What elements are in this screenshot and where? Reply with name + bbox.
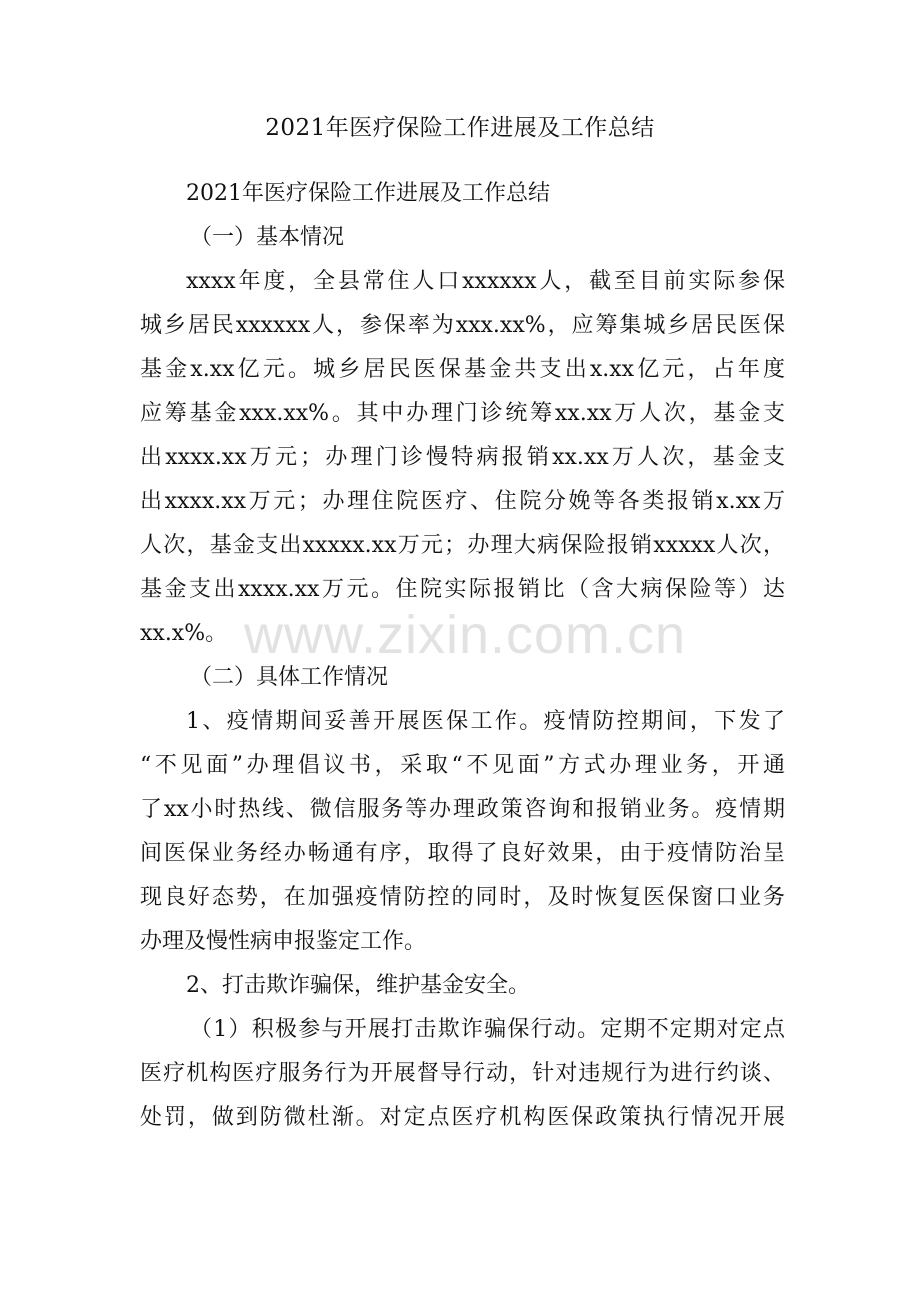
paragraph-line: 出xxxx.xx万元；办理门诊慢特病报销xx.xx万人次，基金支: [140, 445, 785, 470]
paragraph-line: 出xxxx.xx万元；办理住院医疗、住院分娩等各类报销x.xx万: [140, 489, 785, 514]
document-body: [140, 172, 785, 1140]
section-heading-specific: （二）具体工作情况: [190, 665, 389, 690]
paragraph-line: 城乡居民xxxxxx人，参保率为xxx.xx%，应筹集城乡居民医保: [140, 313, 785, 338]
paragraph-line: 2、打击欺诈骗保，维护基金安全。: [186, 973, 530, 998]
paragraph-line: 办理及慢性病申报鉴定工作。: [140, 929, 427, 954]
paragraph-line: 基金x.xx亿元。城乡居民医保基金共支出x.xx亿元，占年度: [140, 357, 785, 382]
paragraph-line: “不见面”办理倡议书，采取“不见面”方式办理业务，开通: [140, 753, 785, 778]
paragraph-line: 了xx小时热线、微信服务等办理政策咨询和报销业务。疫情期: [140, 797, 785, 822]
section-heading-basic: （一）基本情况: [190, 225, 345, 250]
paragraph-line: 人次，基金支出xxxxx.xx万元；办理大病保险报销xxxxx人次，: [140, 533, 785, 558]
paragraph-line: （1）积极参与开展打击欺诈骗保行动。定期不定期对定点: [190, 1017, 785, 1042]
paragraph-line: 医疗机构医疗服务行为开展督导行动，针对违规行为进行约谈、: [140, 1061, 785, 1086]
watermark: www.zixin.com.cn: [243, 605, 687, 665]
paragraph-line: xx.x%。: [140, 621, 228, 646]
paragraph-line: 处罚，做到防微杜渐。对定点医疗机构医保政策执行情况开展: [140, 1105, 785, 1130]
paragraph-line: 间医保业务经办畅通有序，取得了良好效果，由于疫情防治呈: [140, 841, 785, 866]
paragraph-line: 1、疫情期间妥善开展医保工作。疫情防控期间，下发了: [186, 709, 785, 734]
paragraph-line: xxxx年度，全县常住人口xxxxxx人，截至目前实际参保: [186, 269, 785, 294]
subtitle-line: 2021年医疗保险工作进展及工作总结: [186, 181, 550, 206]
paragraph-line: 现良好态势，在加强疫情防控的同时，及时恢复医保窗口业务: [140, 885, 785, 910]
document-title: 2021年医疗保险工作进展及工作总结: [265, 115, 655, 141]
paragraph-line: 基金支出xxxx.xx万元。住院实际报销比（含大病保险等）达: [140, 577, 785, 602]
paragraph-line: 应筹基金xxx.xx%。其中办理门诊统筹xx.xx万人次，基金支: [140, 401, 785, 426]
